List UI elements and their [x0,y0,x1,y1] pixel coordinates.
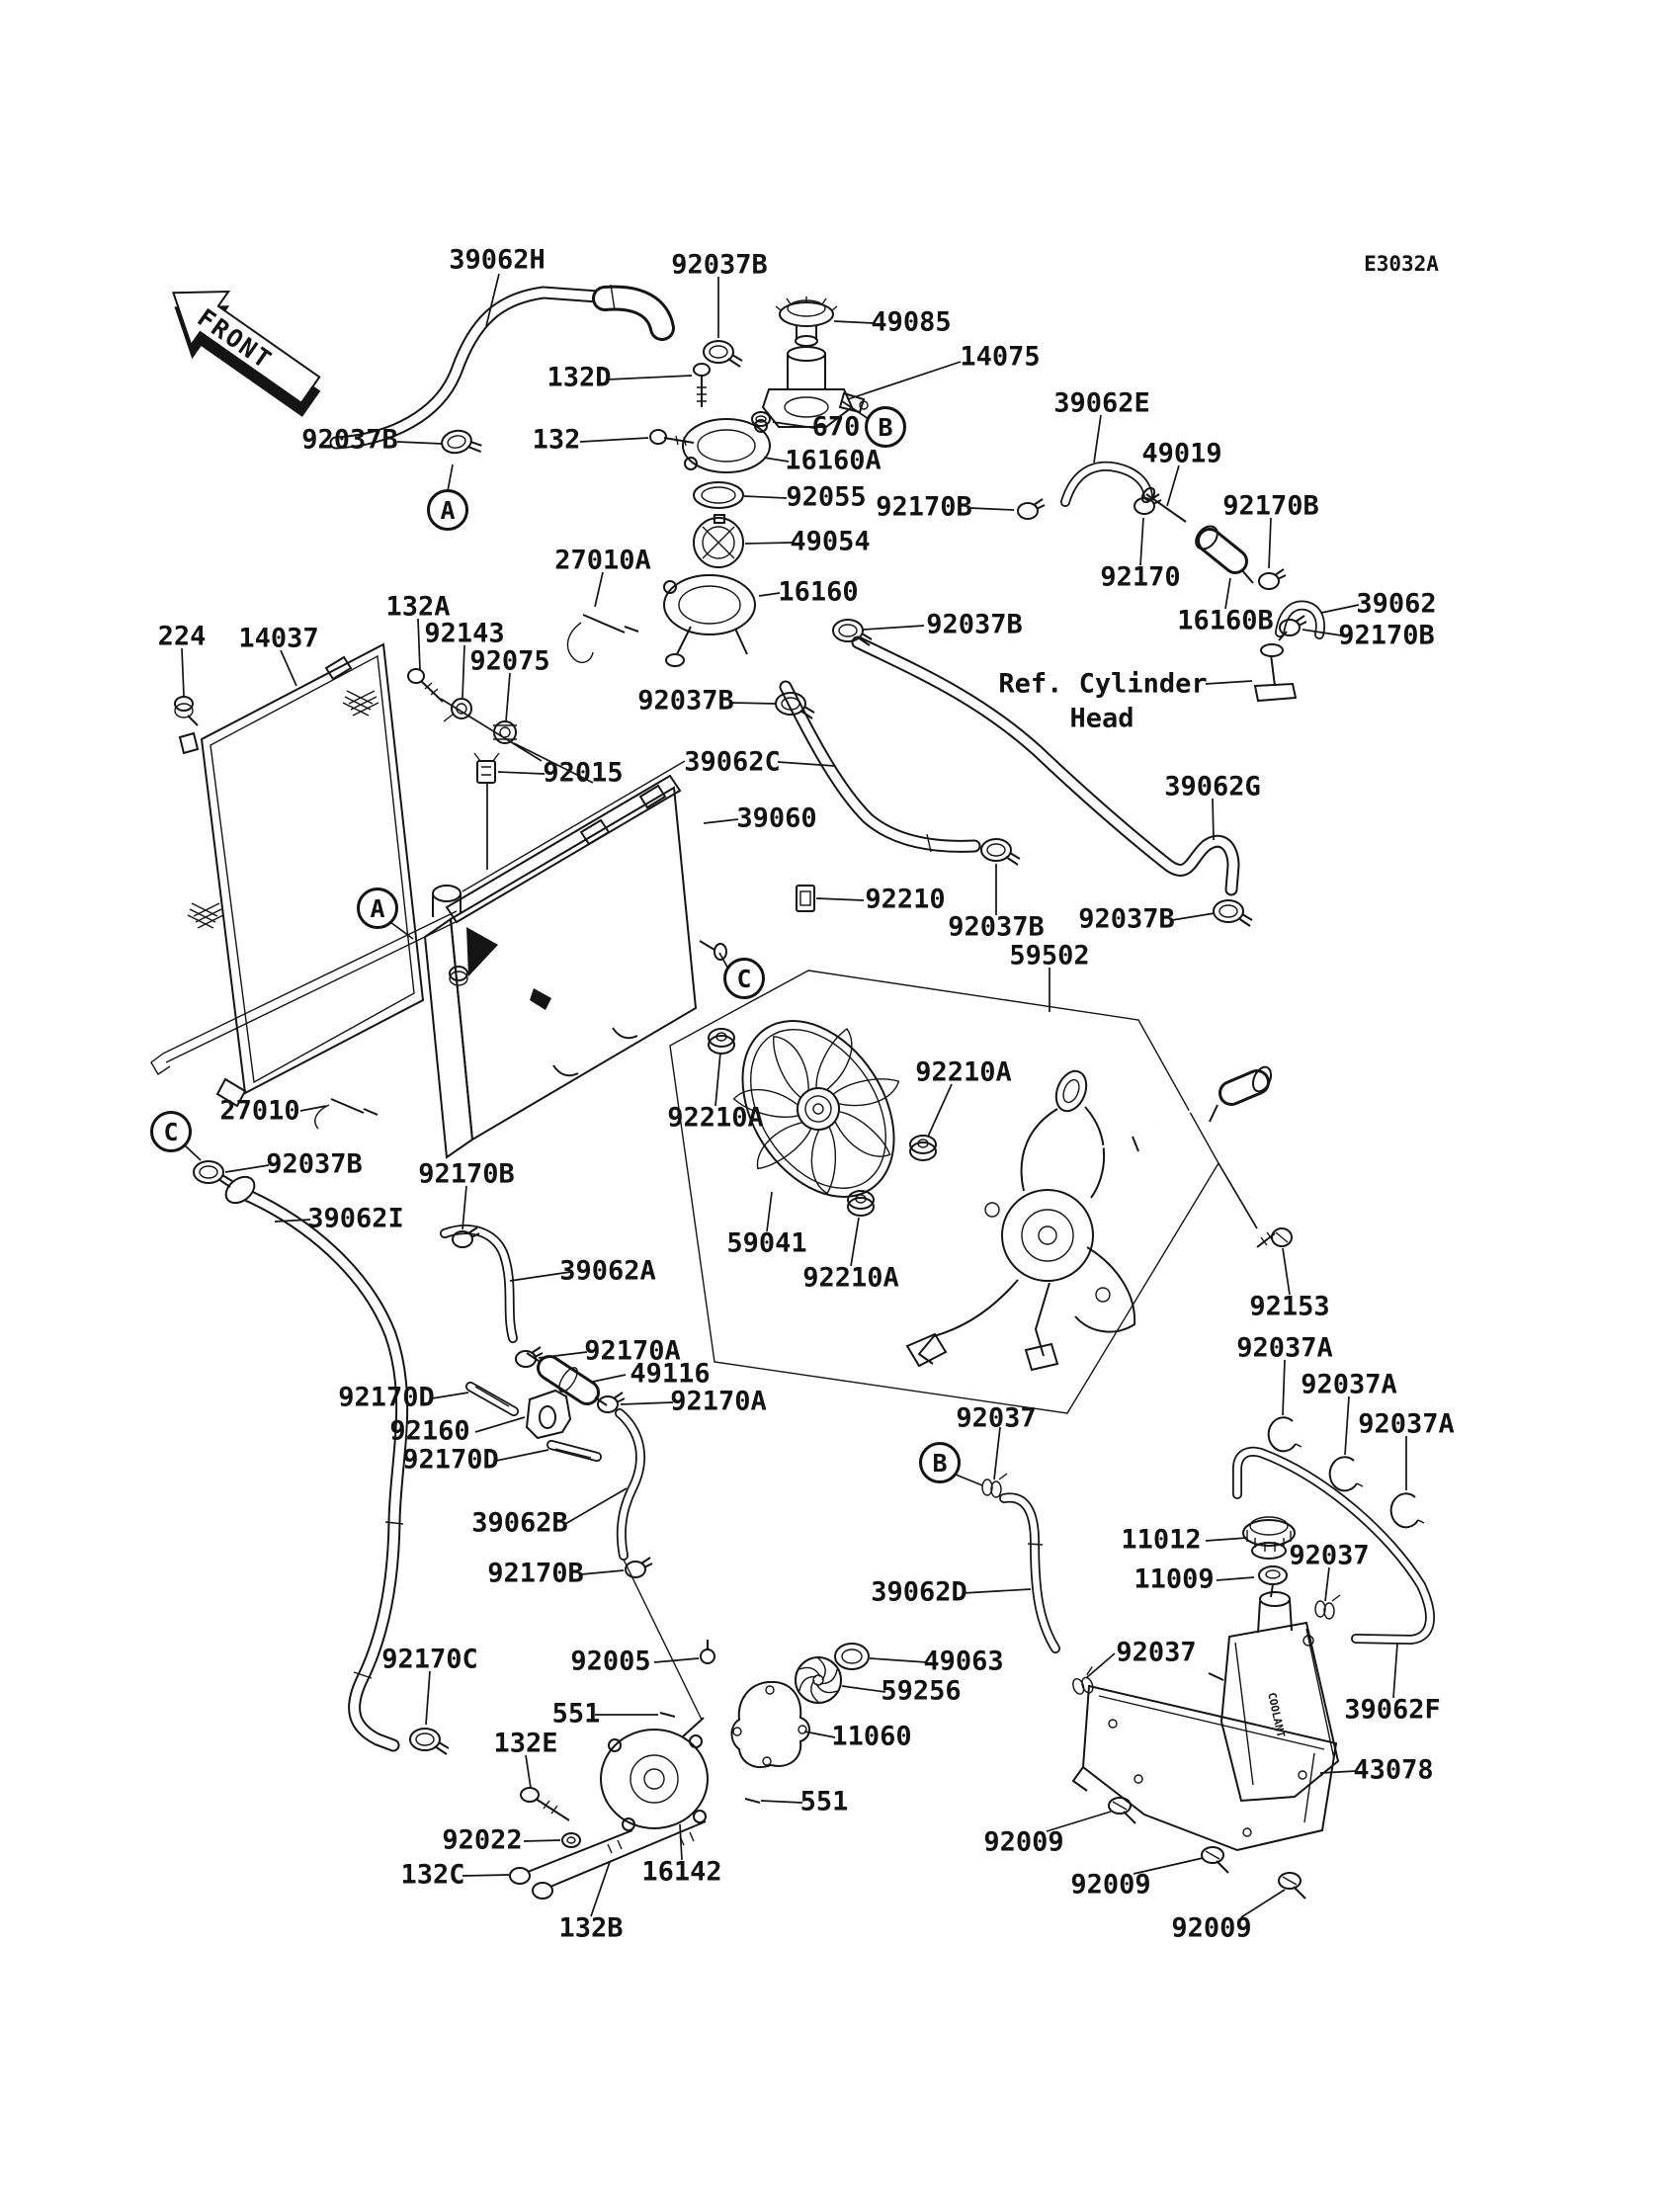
part-label-39062f: 39062F [1344,1694,1441,1726]
part-label-92170b: 92170B [876,491,972,523]
part-label-14075: 14075 [960,341,1041,373]
ref-note-refcylinder: Ref. Cylinder [998,668,1208,700]
part-label-92037a: 92037A [1236,1332,1333,1364]
fan-motor-bracket [907,1064,1275,1370]
hose-39062A [445,1229,513,1338]
part-label-92037: 92037 [956,1402,1037,1434]
bolt-224 [175,697,198,725]
part-label-39062a: 39062A [559,1255,656,1287]
part-label-92037b: 92037B [301,424,398,456]
part-label-92170: 92170 [1100,561,1181,593]
part-label-14037: 14037 [238,623,319,654]
radiator-screen [180,644,423,1106]
part-label-92170b: 92170B [1338,620,1435,651]
part-label-92170c: 92170C [381,1644,478,1675]
part-label-670: 670 [811,411,861,443]
part-label-11060: 11060 [831,1721,912,1752]
bolt-132C [510,1830,632,1884]
part-label-132e: 132E [493,1728,558,1759]
fan-assembly-boundary [670,971,1218,1413]
o-ring-92055 [694,482,743,508]
damper-92210 [797,886,814,911]
part-label-92210: 92210 [865,884,946,915]
part-label-49054: 49054 [790,526,871,557]
part-label-92055: 92055 [786,481,867,513]
ref-circle-b: B [865,406,906,448]
part-label-39060: 39060 [736,803,817,834]
bolt-132 [650,430,694,446]
cylinder-head-fitting [1255,632,1296,701]
part-label-92170b: 92170B [418,1158,515,1190]
part-label-92075: 92075 [469,645,550,677]
seal-49063 [835,1644,869,1669]
part-label-92037: 92037 [1116,1637,1197,1668]
part-label-92037: 92037 [1289,1540,1370,1571]
hose-39062I [221,1171,403,1745]
bolt-132D [694,364,710,407]
part-label-92153: 92153 [1249,1291,1330,1322]
part-label-92009: 92009 [1070,1869,1151,1901]
fan-switch-27010 [315,1099,378,1129]
part-label-92015: 92015 [543,757,624,789]
lower-mount-rail [151,911,460,1074]
clip-92015 [474,753,499,783]
part-label-551: 551 [551,1698,601,1730]
part-label-39062e: 39062E [1053,387,1150,419]
part-label-39062h: 39062H [449,244,546,276]
washer-92022 [562,1833,580,1847]
part-label-92037b: 92037B [637,685,734,717]
reserve-tank [1209,1592,1338,1801]
part-label-16160: 16160 [778,576,859,608]
part-label-92037b: 92037B [926,609,1023,640]
part-label-27010a: 27010A [554,545,651,576]
part-label-39062: 39062 [1356,588,1437,620]
tank-bracket-43078 [1073,1686,1336,1850]
pump-cover-gasket-11060 [732,1682,810,1767]
part-label-92009: 92009 [983,1826,1064,1858]
part-label-92037b: 92037B [948,911,1045,943]
part-label-92037a: 92037A [1301,1369,1397,1400]
part-label-92170d: 92170D [338,1382,435,1413]
part-label-39062c: 39062C [684,746,781,778]
part-label-132c: 132C [400,1859,465,1891]
part-label-39062d: 39062D [871,1576,967,1608]
thermostat-housing-upper [683,419,770,472]
damper-92160 [527,1391,570,1438]
part-label-92170b: 92170B [1222,490,1319,522]
part-label-39062b: 39062B [471,1507,568,1539]
hose-39062E [1065,466,1148,502]
part-label-11009: 11009 [1134,1563,1215,1595]
part-label-39062i: 39062I [307,1203,404,1234]
part-label-49019: 49019 [1141,438,1222,469]
part-label-49085: 49085 [871,306,952,338]
water-temp-sensor-27010A [567,615,638,662]
part-label-92009: 92009 [1171,1912,1252,1944]
part-label-92170a: 92170A [670,1386,767,1417]
front-arrow [148,266,337,430]
part-label-92037b: 92037B [1078,903,1175,935]
sheet-code: E3032A [1364,252,1439,276]
part-label-132b: 132B [558,1912,624,1944]
part-label-132: 132 [532,424,581,456]
part-label-16160a: 16160A [785,445,882,476]
part-label-92170d: 92170D [402,1444,499,1476]
part-label-92210a: 92210A [915,1056,1012,1088]
radiator [425,761,726,1157]
reserve-tank-cap-11012 [1243,1517,1295,1559]
front-arrow-text: FRONT [192,302,279,376]
part-label-92022: 92022 [442,1824,523,1856]
part-label-92143: 92143 [424,618,505,649]
part-label-92037b: 92037B [671,249,768,281]
bolt-92153 [1257,1228,1292,1247]
part-label-92037a: 92037A [1358,1408,1455,1440]
ref-circle-b: B [919,1442,961,1483]
part-label-92005: 92005 [570,1646,651,1677]
stay-92170D-lower [551,1445,597,1458]
tank-coolant-text: COOLANT [1265,1691,1288,1739]
ref-circle-c: C [150,1111,192,1152]
ref-circle-a: A [357,887,398,929]
part-label-49063: 49063 [923,1646,1004,1677]
bolt-132A [408,669,443,702]
part-label-59256: 59256 [881,1675,962,1707]
thermostat-housing-lower [664,575,755,666]
part-label-11012: 11012 [1121,1524,1202,1556]
water-pump-16142 [601,1718,708,1830]
ref-circle-c: C [723,958,765,999]
part-label-49116: 49116 [630,1358,711,1390]
part-label-92210a: 92210A [802,1262,899,1294]
fitting-92005 [701,1640,714,1663]
part-label-39062g: 39062G [1164,771,1261,803]
part-label-92170b: 92170B [487,1558,584,1589]
part-label-92037b: 92037B [266,1148,363,1180]
part-label-59041: 59041 [726,1227,807,1259]
ref-circle-a: A [427,489,468,531]
part-label-27010: 27010 [219,1095,300,1127]
impeller-59256 [796,1657,841,1703]
part-label-43078: 43078 [1353,1754,1434,1786]
radiator-cap [776,296,837,346]
stay-92170D-upper [470,1387,514,1411]
part-label-16142: 16142 [641,1856,722,1888]
thermostat [694,515,743,567]
hose-39062D [1004,1497,1055,1648]
part-label-132d: 132D [546,362,612,393]
part-label-92210a: 92210A [667,1102,764,1134]
joint-16160B [1192,522,1253,583]
part-label-224: 224 [157,621,207,652]
part-label-92160: 92160 [389,1415,470,1447]
bolt-132E [521,1788,569,1820]
part-label-92170a: 92170A [584,1335,681,1367]
hose-39062H [336,285,662,443]
part-label-16160b: 16160B [1177,605,1274,636]
part-label-59502: 59502 [1009,940,1090,972]
part-label-132a: 132A [385,591,451,623]
part-label-551: 551 [799,1786,849,1817]
ref-note-head: Head [1069,703,1134,734]
